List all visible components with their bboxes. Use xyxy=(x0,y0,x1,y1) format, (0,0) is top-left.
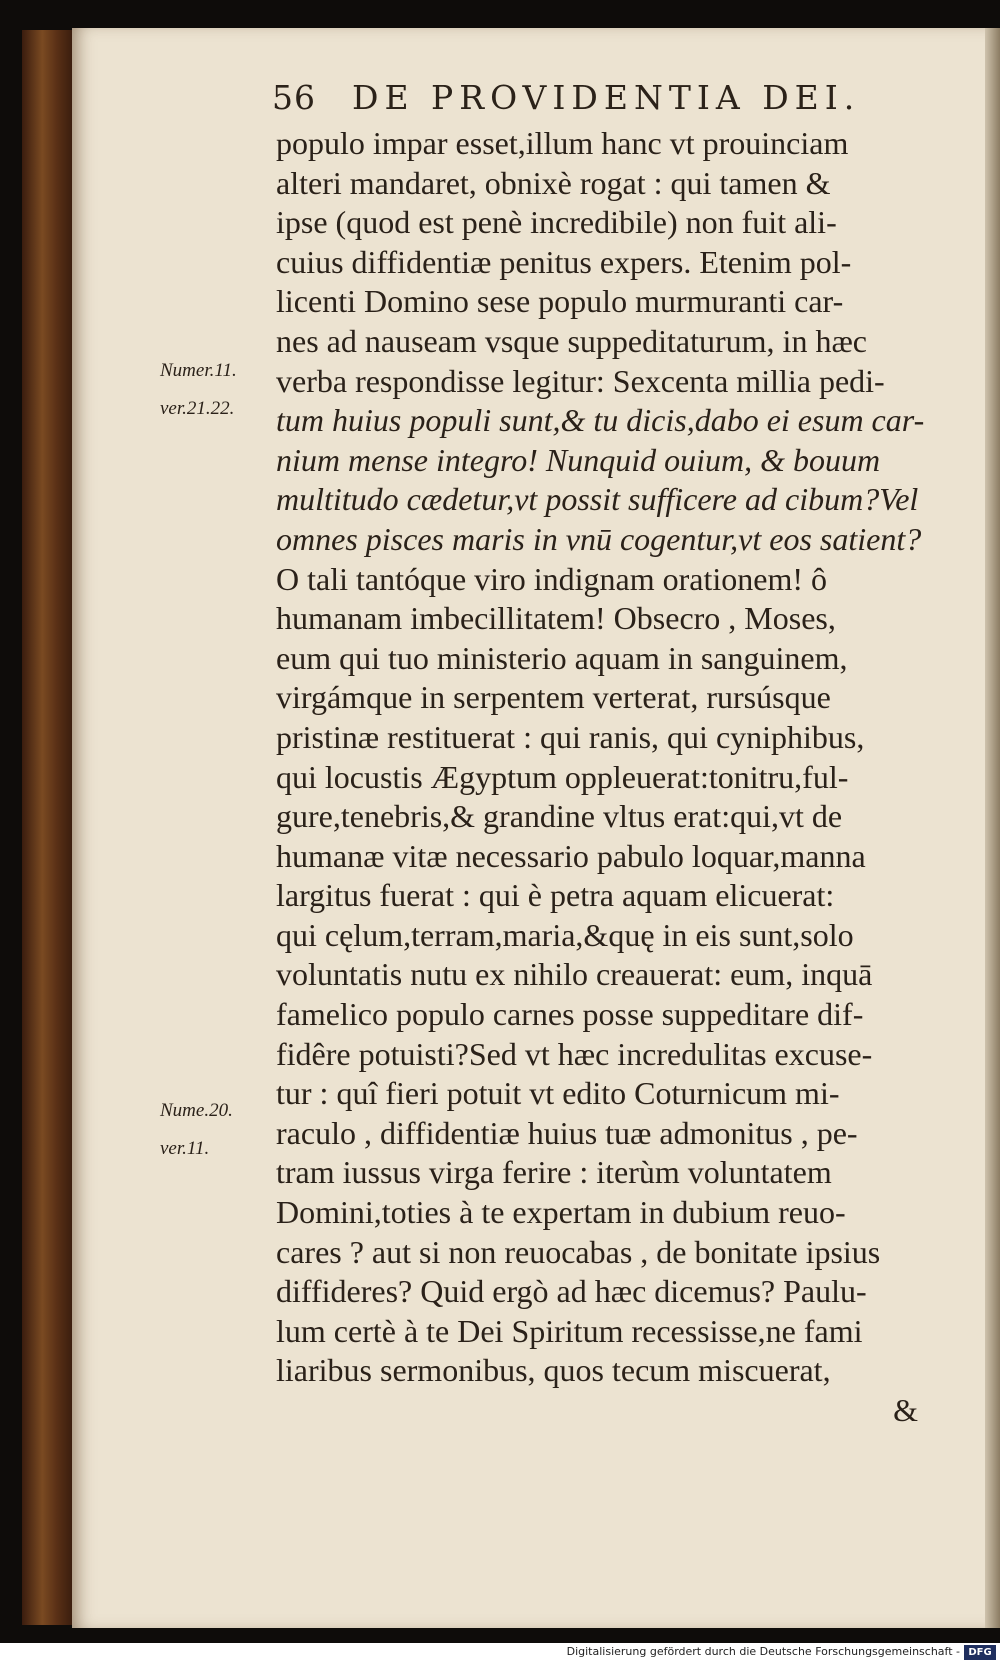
page-number: 56 xyxy=(272,78,316,117)
text-line: diffideres? Quid ergò ad hæc dicemus? Paulu- xyxy=(276,1273,867,1310)
text-line: fidêre potuisti?Sed vt hæc incredulitas excuse- xyxy=(276,1035,873,1072)
text-line: largitus fuerat : qui è petra aquam elicuerat: xyxy=(276,877,835,914)
text-line: lum certè à te Dei Spiritum recessisse,ne fami xyxy=(276,1312,863,1349)
text-line: licenti Domino sese populo murmuranti car- xyxy=(276,283,844,320)
running-header xyxy=(272,78,912,124)
page-right-edge xyxy=(985,28,1000,1628)
text-line: multitudo cædetur,vt possit sufficere ad cibum?Vel xyxy=(276,481,919,518)
funding-credit: Digitalisierung gefördert durch die Deutsche Forschungsgemeinschaft - xyxy=(566,1645,960,1658)
text-line: gure,tenebris,& grandine vltus erat:qui,vt de xyxy=(276,798,843,835)
text-line: tram iussus virga ferire : iterùm voluntatem xyxy=(276,1154,832,1191)
text-line: Domini,toties à te expertam in dubium reuo- xyxy=(276,1194,846,1231)
margin-note-line: ver.11. xyxy=(160,1138,210,1159)
text-line: tur : quî fieri potuit vt edito Coturnicum mi- xyxy=(276,1075,840,1112)
text-line: humanam imbecillitatem! Obsecro , Moses, xyxy=(276,600,836,637)
text-line: populo impar esset,illum hanc vt prouinciam xyxy=(276,125,849,161)
text-line: verba respondisse legitur: Sexcenta millia pedi- xyxy=(276,362,885,399)
text-line: liaribus sermonibus, quos tecum miscuerat, xyxy=(276,1352,831,1389)
text-line: humanæ vitæ necessario pabulo loquar,manna xyxy=(276,837,866,874)
text-line: famelico populo carnes posse suppeditare dif- xyxy=(276,996,864,1033)
text-line: alteri mandaret, obnixè rogat : qui tamen & xyxy=(276,164,831,201)
margin-note xyxy=(160,1098,270,1162)
body-text xyxy=(276,124,956,1431)
text-line: O tali tantóque viro indignam orationem! ô xyxy=(276,560,827,597)
margin-note-line: Nume.20. xyxy=(160,1100,233,1121)
text-line: raculo , diffidentiæ huius tuæ admonitus , pe- xyxy=(276,1114,858,1151)
text-line: virgámque in serpentem verterat, rursúsque xyxy=(276,679,831,716)
text-line: pristinæ restituerat : qui ranis, qui cyniphibus, xyxy=(276,718,865,755)
text-line: qui cęlum,terram,maria,&quę in eis sunt,solo xyxy=(276,916,854,953)
text-line: qui locustis Ægyptum oppleuerat:tonitru,ful- xyxy=(276,758,849,795)
dfg-logo: DFG xyxy=(964,1645,996,1660)
text-line: cuius diffidentiæ penitus expers. Etenim pol- xyxy=(276,243,852,280)
text-line: nes ad nauseam vsque suppeditaturum, in hæc xyxy=(276,322,867,359)
text-line: nium mense integro! Nunquid ouium, & bouum xyxy=(276,441,881,478)
digitization-footer xyxy=(0,1643,1000,1663)
text-line: eum qui tuo ministerio aquam in sanguinem, xyxy=(276,639,848,676)
text-line: ipse (quod est penè incredibile) non fuit ali- xyxy=(276,204,837,241)
catchword: & xyxy=(893,1392,918,1428)
margin-note-line: Numer.11. xyxy=(160,360,237,381)
margin-note-line: ver.21.22. xyxy=(160,398,235,419)
text-line: omnes pisces maris in vnū cogentur,vt eos satient? xyxy=(276,520,922,557)
running-title: DE PROVIDENTIA DEI. xyxy=(352,78,861,117)
text-line: voluntatis nutu ex nihilo creauerat: eum, inquā xyxy=(276,956,873,993)
text-line: tum huius populi sunt,& tu dicis,dabo ei esum car- xyxy=(276,402,925,439)
text-line: cares ? aut si non reuocabas , de bonitate ipsius xyxy=(276,1233,881,1270)
margin-note xyxy=(160,358,270,422)
